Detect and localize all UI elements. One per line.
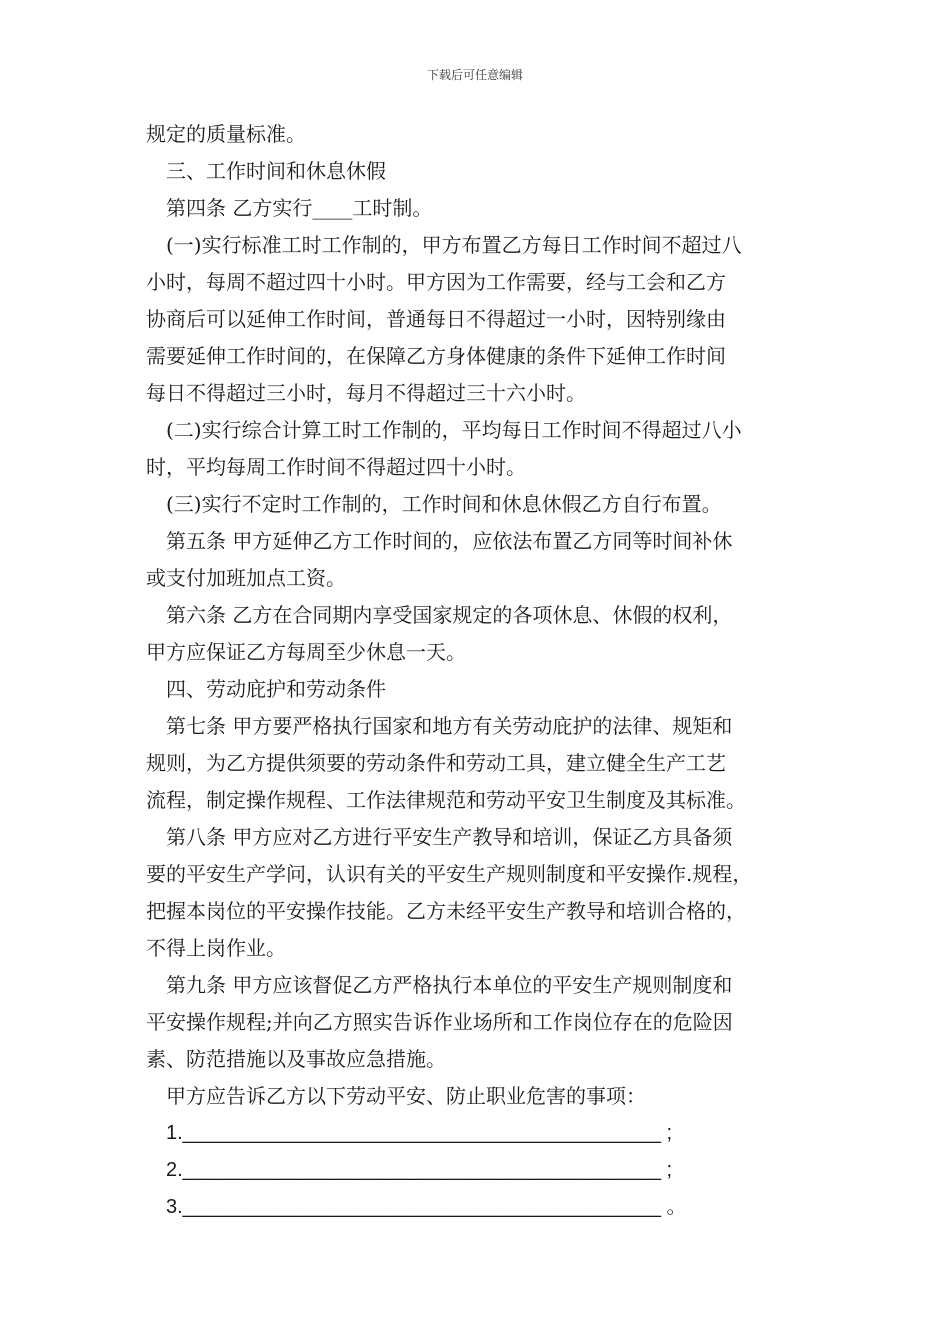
paragraph-line: 1.___________________________________________ ; xyxy=(166,1122,673,1144)
paragraph-line: 要的平安生产学问，认识有关的平安生产规则制度和平安操作.规程， xyxy=(146,862,753,886)
paragraph-line: 2.___________________________________________ ; xyxy=(166,1159,673,1181)
paragraph-line: 第六条 乙方在合同期内享受国家规定的各项休息、休假的权利， xyxy=(166,603,733,627)
paragraph-line: 不得上岗作业。 xyxy=(146,936,286,960)
paragraph-line: 平安操作规程;并向乙方照实告诉作业场所和工作岗位存在的危险因 xyxy=(146,1010,733,1034)
paragraph-line: 或支付加班加点工资。 xyxy=(146,566,346,590)
paragraph-line: 流程，制定操作规程、工作法律规范和劳动平安卫生制度及其标准。 xyxy=(146,788,746,812)
paragraph-line: 第四条 乙方实行____工时制。 xyxy=(166,196,433,220)
paragraph-line: 规定的质量标准。 xyxy=(146,122,306,146)
paragraph-line: 第八条 甲方应对乙方进行平安生产教导和培训，保证乙方具备须 xyxy=(166,825,733,849)
paragraph-line: 把握本岗位的平安操作技能。乙方未经平安生产教导和培训合格的， xyxy=(146,899,746,923)
document-body xyxy=(146,116,816,1226)
paragraph-line: 三、工作时间和休息休假 xyxy=(166,159,386,183)
paragraph-line: 甲方应告诉乙方以下劳动平安、防止职业危害的事项： xyxy=(166,1084,646,1108)
page-header: 下载后可任意编辑 xyxy=(426,68,523,82)
paragraph-line: 第五条 甲方延伸乙方工作时间的，应依法布置乙方同等时间补休 xyxy=(166,529,733,553)
paragraph-line: 第七条 甲方要严格执行国家和地方有关劳动庇护的法律、规矩和 xyxy=(166,714,733,738)
paragraph-line: 素、防范措施以及事故应急措施。 xyxy=(146,1047,446,1071)
paragraph-line: 规则，为乙方提供须要的劳动条件和劳动工具，建立健全生产工艺 xyxy=(146,751,726,775)
paragraph-line: (三)实行不定时工作制的，工作时间和休息休假乙方自行布置。 xyxy=(166,492,722,516)
paragraph-line: 四、劳动庇护和劳动条件 xyxy=(166,677,386,701)
paragraph-line: (一)实行标准工时工作制的，甲方布置乙方每日工作时间不超过八 xyxy=(166,233,742,257)
paragraph-line: 需要延伸工作时间的，在保障乙方身体健康的条件下延伸工作时间 xyxy=(146,344,726,368)
paragraph-line: (二)实行综合计算工时工作制的，平均每日工作时间不得超过八小 xyxy=(166,418,742,442)
paragraph-line: 协商后可以延伸工作时间，普通每日不得超过一小时，因特别缘由 xyxy=(146,307,726,331)
paragraph-line: 时，平均每周工作时间不得超过四十小时。 xyxy=(146,455,526,479)
paragraph-line: 第九条 甲方应该督促乙方严格执行本单位的平安生产规则制度和 xyxy=(166,973,733,997)
paragraph-line: 每日不得超过三小时，每月不得超过三十六小时。 xyxy=(146,381,586,405)
paragraph-line: 3.___________________________________________ 。 xyxy=(166,1196,687,1218)
paragraph-line: 甲方应保证乙方每周至少休息一天。 xyxy=(146,640,466,664)
paragraph-line: 小时，每周不超过四十小时。甲方因为工作需要，经与工会和乙方 xyxy=(146,270,726,294)
